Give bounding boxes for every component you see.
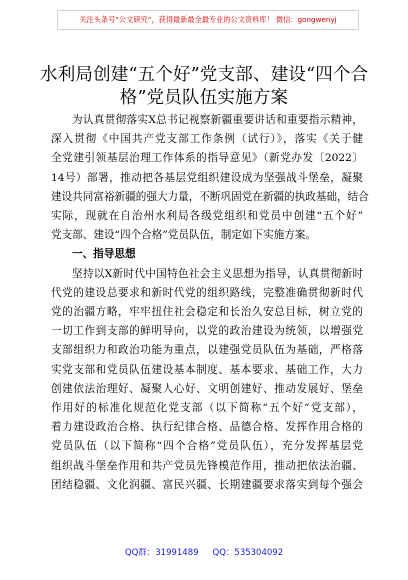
intro-line: 14号）部署，推动把各基层党组织建设成为坚强战斗堡垒，凝聚: [51, 171, 363, 184]
section-line: 实党支部和党员队伍建设基本制度、基本要求、基础工作，大力: [51, 363, 363, 376]
section-line: 党员队伍（以下简称“四个合格”党员队伍），充分发挥基层党: [51, 440, 363, 453]
document-body: [51, 111, 369, 495]
intro-line: 为认真贯彻落实X总书记视察新疆重要讲话和重要指示精神，: [72, 114, 363, 126]
title-line-2: 格”党员队伍实施方案: [119, 88, 289, 108]
title-line-1: 水利局创建“五个好”党支部、建设“四个合: [40, 65, 369, 85]
section-line: 代党的建设总要求和新时代党的组织路线，完整准确贯彻新时代: [51, 286, 363, 299]
section-line: 团结稳疆、文化润疆、富民兴疆、长期建疆要求落实到每个强会: [51, 478, 363, 491]
qq-group-text: QQ群：31991489: [124, 548, 199, 558]
promo-banner: 关注头条号“公文研究”，获得最新最全最专业的公文资料库！ 微信：gongwenyj: [57, 10, 359, 30]
intro-line: 全党建引领基层治理工作体系的指导意见》（新党办发〔2022〕: [51, 152, 363, 165]
contact-footer: [0, 546, 408, 558]
document-title: [40, 64, 368, 110]
section-line: 着力建设政治合格、执行纪律合格、品德合格、发挥作用合格的: [51, 421, 363, 434]
intro-line: 党支部、建设“四个合格”党员队伍，制定如下实施方案。: [51, 229, 317, 242]
section-line: 坚持以X新时代中国特色社会主义思想为指导，认真贯彻新时: [72, 267, 363, 280]
section-line: 一切工作到支部的鲜明导向，以党的政治建设为统领，以增强党: [51, 325, 363, 338]
qq-text: QQ：535304092: [212, 548, 284, 558]
section-heading: 一、指导思想: [72, 248, 136, 261]
section-line: 党的治疆方略，牢牢扭住社会稳定和长治久安总目标，树立党的: [51, 306, 363, 319]
intro-line: 深入贯彻《中国共产党支部工作条例（试行）》，落实《关于健: [51, 133, 363, 146]
section-line: 作用好的标准化规范化党支部（以下简称“五个好”党支部），: [51, 402, 363, 415]
section-line: 创建依法治理好、凝聚人心好、文明创建好、推动发展好、堡垒: [51, 382, 363, 395]
intro-line: 实际，现就在自治州水利局各级党组织和党员中创建“五个好”: [51, 210, 363, 223]
intro-line: 建设共同富裕新疆的强大力量，不断巩固党在新疆的执政基础，结合: [51, 190, 369, 203]
section-line: 组织战斗堡垒作用和共产党员先锋模范作用，推动把依法治疆、: [51, 459, 363, 472]
section-line: 支部组织力和政治功能为重点，以建强党员队伍为基础，严格落: [51, 344, 363, 357]
